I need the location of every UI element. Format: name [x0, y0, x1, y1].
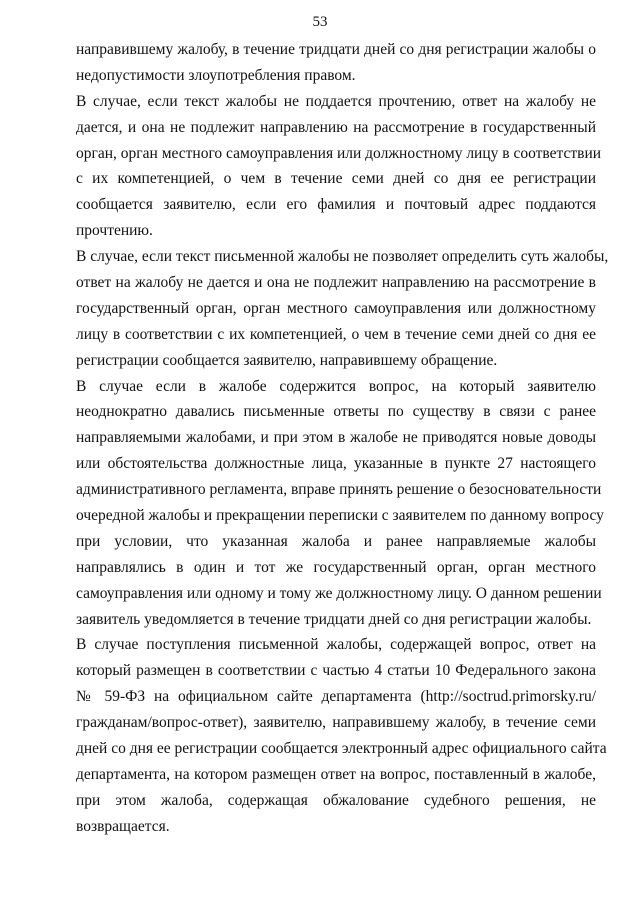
paragraph — [76, 632, 607, 839]
paragraph — [76, 374, 604, 633]
text-line: прочтению. — [76, 222, 153, 240]
text-line: В случае, если текст жалобы не поддается прочтению, ответ на жалобу не — [76, 92, 596, 110]
text-line: № 59-ФЗ на официальном сайте департамента (http://soctrud.primorsky.ru/ — [76, 688, 596, 706]
paragraph — [76, 244, 609, 373]
paragraph — [76, 89, 602, 244]
text-line: ответ на жалобу не дается и она не подлежит направлению на рассмотрение в — [76, 274, 596, 292]
text-line: департамента, на котором размещен ответ на вопрос, поставленный в жалобе, — [76, 765, 596, 783]
page-number: 53 — [312, 14, 328, 30]
text-line: заявитель уведомляется в течение тридцати дней со дня регистрации жалобы. — [76, 610, 592, 628]
text-line: дней со дня ее регистрации сообщается электронный адрес официального сайта — [76, 740, 607, 758]
text-line: В случае если в жалобе содержится вопрос, на который заявителю — [76, 377, 596, 395]
text-line: В случае поступления письменной жалобы, содержащей вопрос, ответ на — [76, 636, 596, 654]
text-line: при условии, что указанная жалоба и ранее направляемые жалобы — [76, 532, 596, 550]
text-line: возвращается. — [76, 817, 170, 835]
paragraph — [76, 37, 596, 89]
document-body — [76, 37, 609, 840]
text-line: неоднократно давались письменные ответы по существу в связи с ранее — [76, 403, 596, 421]
text-line: В случае, если текст письменной жалобы не позволяет определить суть жалобы, — [76, 248, 609, 266]
text-line: регистрации сообщается заявителю, направившему обращение. — [76, 351, 498, 369]
text-line: орган, орган местного самоуправления или должностному лицу в соответствии — [76, 144, 602, 162]
text-line: при этом жалоба, содержащая обжалование судебного решения, не — [76, 791, 596, 809]
text-line: государственный орган, орган местного самоуправления или должностному — [76, 299, 596, 317]
text-line: самоуправления или одному и тому же должностному лицу. О данном решении — [76, 584, 602, 602]
text-line: дается, и она не подлежит направлению на рассмотрение в государственный — [76, 118, 596, 136]
text-line: административного регламента, вправе принять решение о безосновательности — [76, 481, 602, 499]
text-line: или обстоятельства должностные лица, указанные в пункте 27 настоящего — [76, 455, 596, 473]
text-line: очередной жалобы и прекращении переписки с заявителем по данному вопросу — [76, 507, 604, 525]
text-line: недопустимости злоупотребления правом. — [76, 66, 356, 84]
text-line: направлялись в один и тот же государственный орган, орган местного — [76, 558, 596, 576]
text-line: направившему жалобу, в течение тридцати дней со дня регистрации жалобы о — [76, 41, 596, 58]
text-line: с их компетенцией, о чем в течение семи дней со дня ее регистрации — [76, 170, 596, 188]
text-line: который размещен в соответствии с частью 4 статьи 10 Федерального закона — [76, 662, 596, 680]
text-line: сообщается заявителю, если его фамилия и почтовый адрес поддаются — [76, 196, 596, 214]
text-line: гражданам/вопрос-ответ), заявителю, направившему жалобу, в течение семи — [76, 714, 596, 732]
text-line: направляемыми жалобами, и при этом в жалобе не приводятся новые доводы — [76, 429, 596, 447]
text-line: лицу в соответствии с их компетенцией, о чем в течение семи дней со дня ее — [76, 325, 596, 343]
